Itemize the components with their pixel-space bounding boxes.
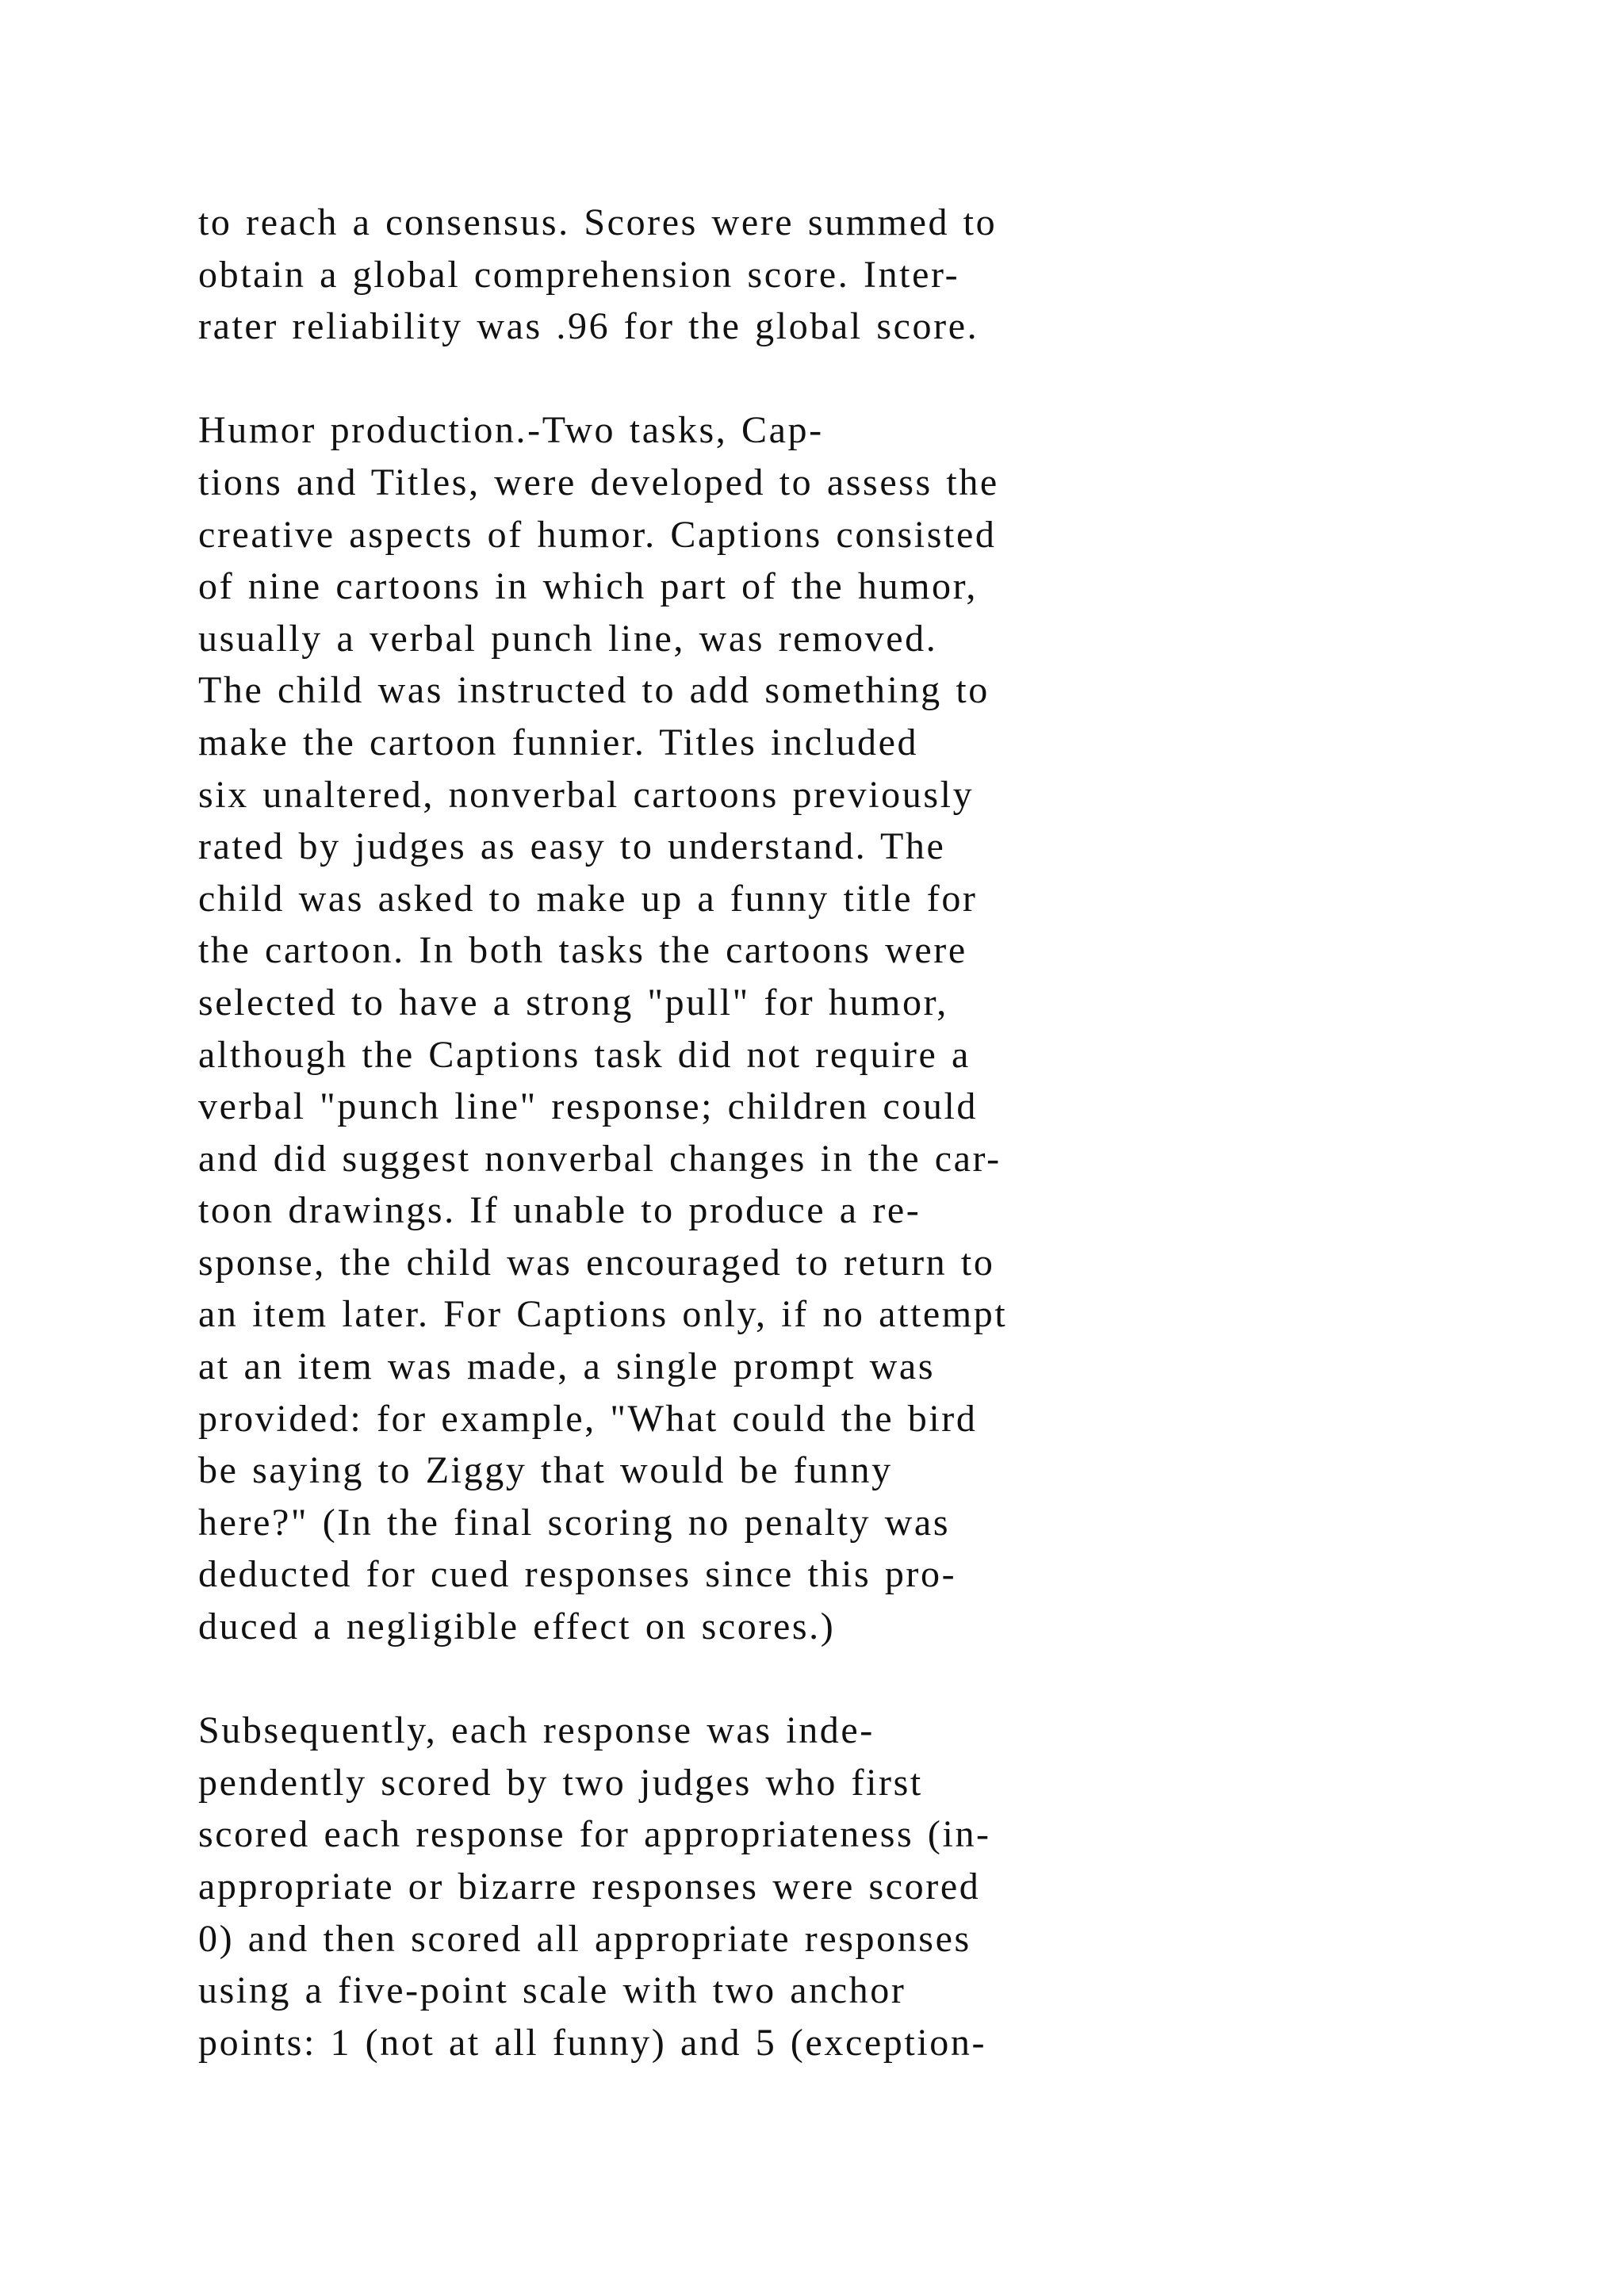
text-line: verbal "punch line" response; children could — [198, 1085, 978, 1128]
text-line: tions and Titles, were developed to assess the — [198, 461, 999, 503]
text-line: the cartoon. In both tasks the cartoons were — [198, 929, 967, 972]
paragraph-inter-rater-reliability — [198, 197, 1388, 353]
text-line: 0) and then scored all appropriate responses — [198, 1917, 971, 1960]
text-line: six unaltered, nonverbal cartoons previously — [198, 773, 975, 816]
text-line: an item later. For Captions only, if no attempt — [198, 1293, 1008, 1336]
paragraph-scoring — [198, 1705, 1388, 2068]
text-line: and did suggest nonverbal changes in the car- — [198, 1137, 1002, 1180]
text-line: pendently scored by two judges who first — [198, 1761, 923, 1804]
text-line: although the Captions task did not require a — [198, 1033, 971, 1076]
text-line: rated by judges as easy to understand. The — [198, 825, 946, 868]
body-text — [198, 197, 1388, 2068]
text-line: here?" (In the final scoring no penalty was — [198, 1501, 951, 1544]
text-line: using a five-point scale with two anchor — [198, 1969, 906, 2012]
text-line: selected to have a strong "pull" for humor, — [198, 981, 948, 1024]
text-line: at an item was made, a single prompt was — [198, 1345, 936, 1388]
text-line: toon drawings. If unable to produce a re- — [198, 1189, 921, 1232]
paragraph-gap — [198, 1653, 1388, 1705]
text-line: to reach a consensus. Scores were summed to — [198, 201, 998, 243]
text-line: obtain a global comprehension score. Inter- — [198, 253, 960, 296]
text-line: Subsequently, each response was inde- — [198, 1709, 875, 1752]
text-line: deducted for cued responses since this pro- — [198, 1553, 957, 1596]
text-line: rater reliability was .96 for the global score. — [198, 305, 979, 348]
text-line: points: 1 (not at all funny) and 5 (exception- — [198, 2021, 987, 2064]
text-line: The child was instructed to add something to — [198, 669, 990, 712]
text-line: appropriate or bizarre responses were scored — [198, 1866, 981, 1908]
text-line: provided: for example, "What could the bird — [198, 1397, 978, 1440]
paragraph-humor-production — [198, 404, 1388, 1652]
text-line: Humor production.-Two tasks, Cap- — [198, 409, 824, 452]
text-line: of nine cartoons in which part of the humor, — [198, 565, 978, 608]
text-line: be saying to Ziggy that would be funny — [198, 1449, 893, 1492]
text-line: make the cartoon funnier. Titles included — [198, 721, 919, 763]
text-line: child was asked to make up a funny title for — [198, 877, 978, 920]
text-line: usually a verbal punch line, was removed. — [198, 617, 938, 660]
text-line: creative aspects of humor. Captions consisted — [198, 513, 997, 556]
text-line: scored each response for appropriateness (in- — [198, 1813, 991, 1856]
text-line: sponse, the child was encouraged to return to — [198, 1241, 995, 1284]
paragraph-gap — [198, 353, 1388, 405]
text-line: duced a negligible effect on scores.) — [198, 1605, 836, 1648]
